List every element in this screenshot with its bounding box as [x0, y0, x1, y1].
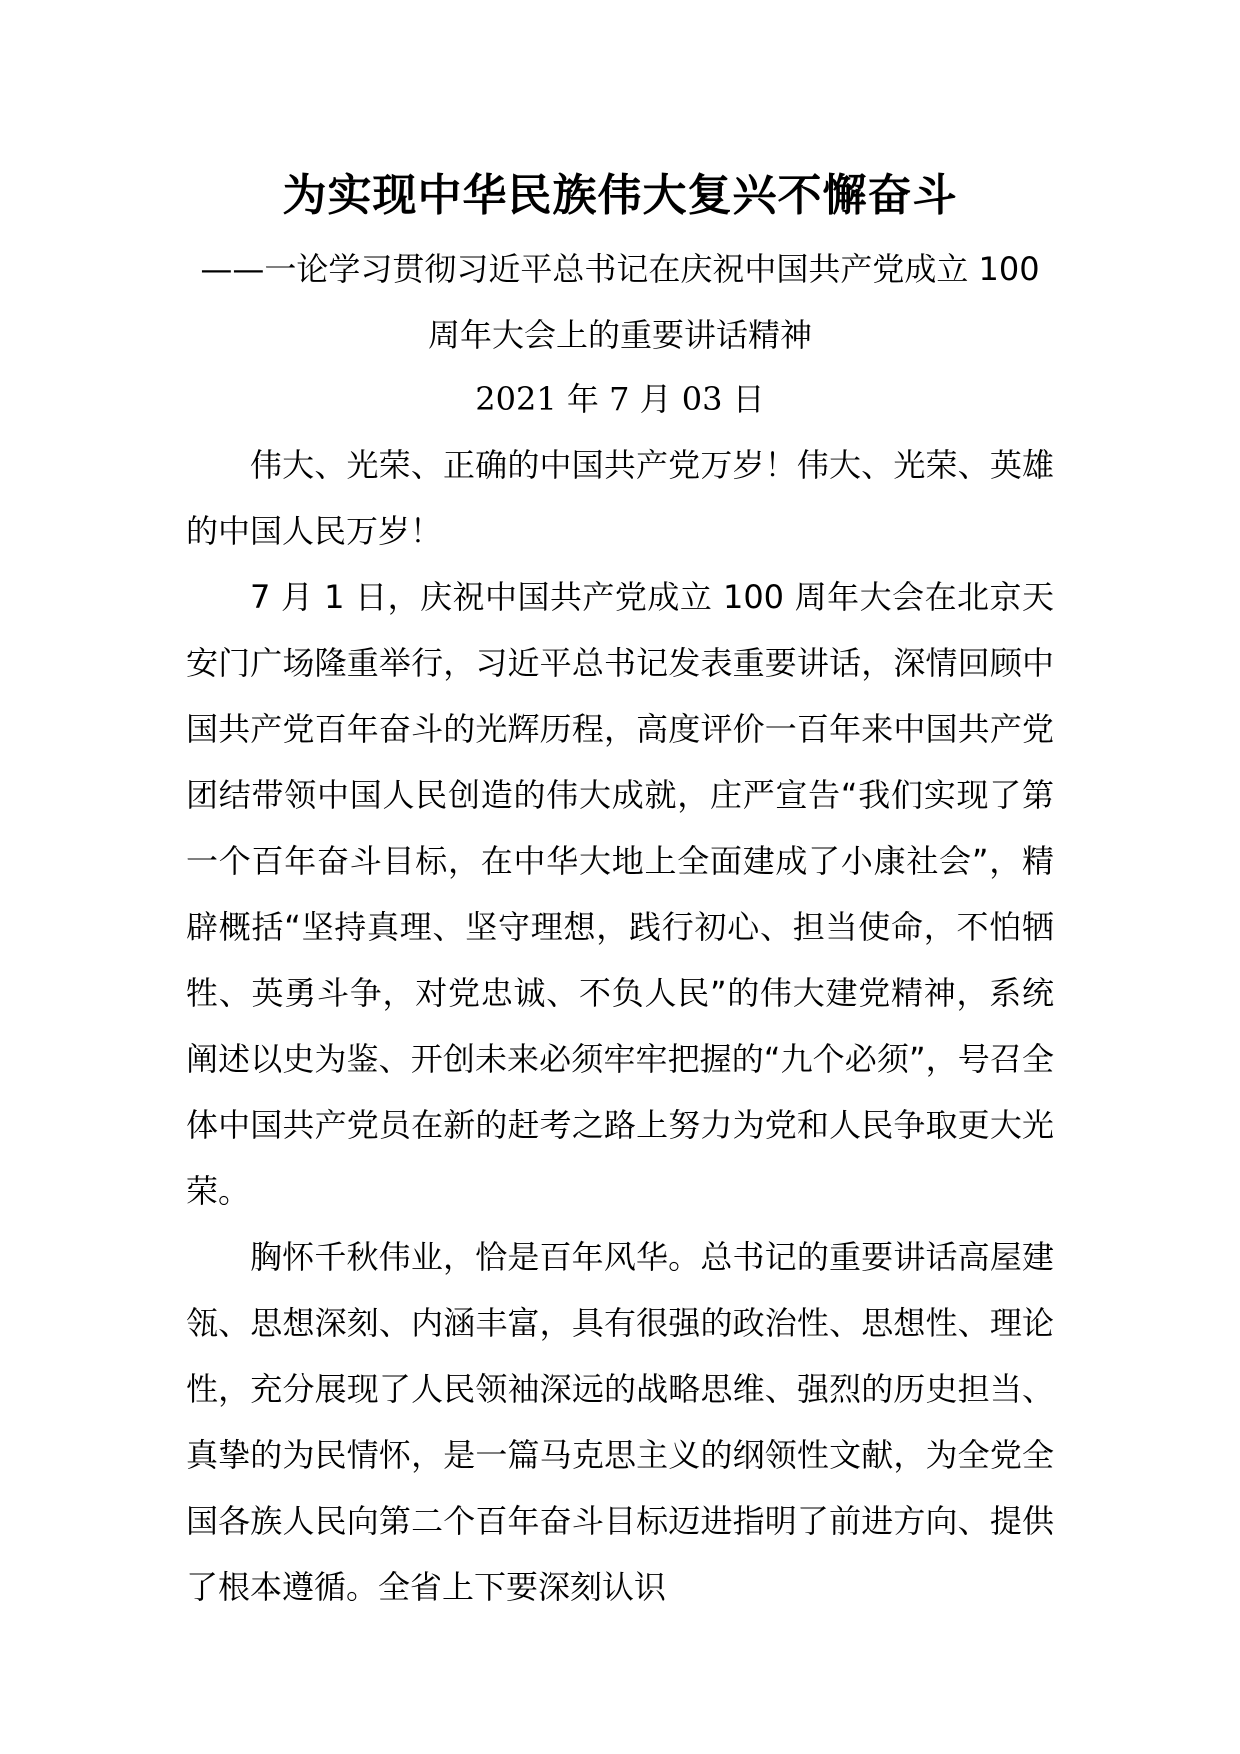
- paragraph: 伟大、光荣、正确的中国共产党万岁！伟大、光荣、英雄的中国人民万岁！: [186, 446, 1054, 550]
- document-title: 为实现中华民族伟大复兴不懈奋斗: [282, 170, 958, 221]
- document-subtitle: ——一论学习贯彻习近平总书记在庆祝中国共产党成立 100 周年大会上的重要讲话精神: [200, 250, 1040, 354]
- paragraph: 7 月 1 日，庆祝中国共产党成立 100 周年大会在北京天安门广场隆重举行，习近平总书记发表重要讲话，深情回顾中国共产党百年奋斗的光辉历程，高度评价一百年来中国共产党团结带领中国人民创造的伟大成就，庄严宣告“我们实现了第一个百年奋斗目标，在中华大地上全面建成了小康社会”，精辟概括“坚持真理、坚守理想，践行初心、担当使命，不怕牺牲、英勇斗争，对党忠诚、不负人民”的伟大建党精神，系统阐述以史为鉴、开创未来必须牢牢把握的“九个必须”，号召全体中国共产党员在新的赶考之路上努力为党和人民争取更大光荣。: [186, 578, 1054, 1210]
- document-body: [186, 432, 1054, 1620]
- document-date: 2021 年 7 月 03 日: [475, 380, 765, 418]
- paragraph: 胸怀千秋伟业，恰是百年风华。总书记的重要讲话高屋建瓴、思想深刻、内涵丰富，具有很强的政治性、思想性、理论性，充分展现了人民领袖深远的战略思维、强烈的历史担当、真挚的为民情怀，是一篇马克思主义的纲领性文献，为全党全国各族人民向第二个百年奋斗目标迈进指明了前进方向、提供了根本遵循。全省上下要深刻认识: [186, 1238, 1054, 1606]
